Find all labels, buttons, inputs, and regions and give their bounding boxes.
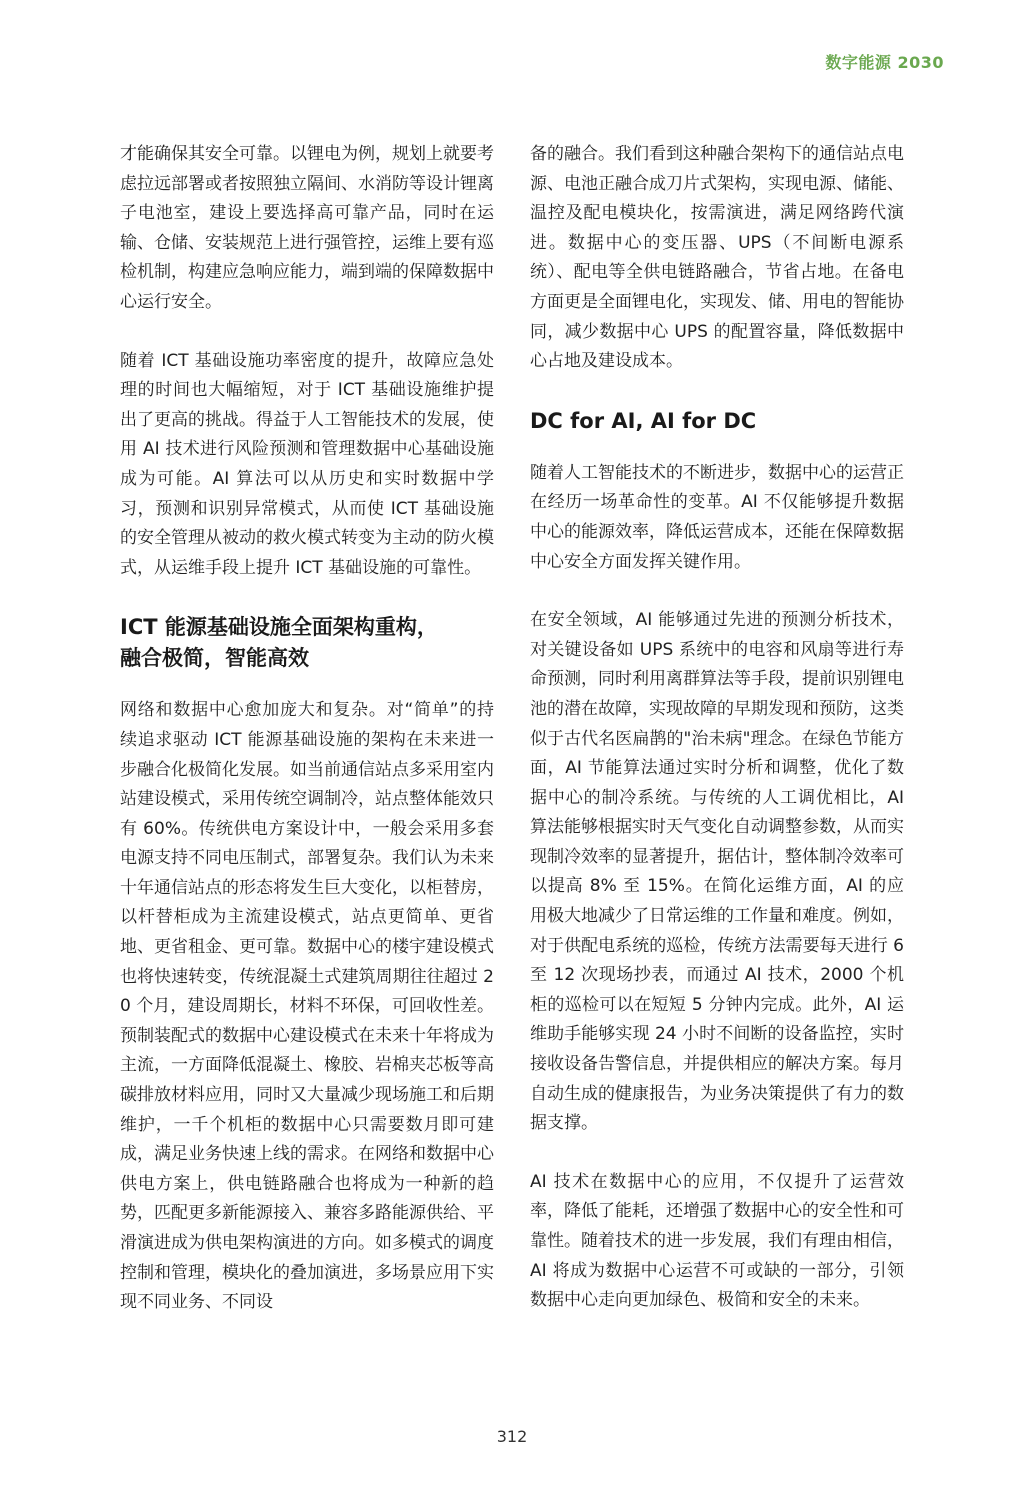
right-column [530,140,904,1316]
page-number: 312 [496,1427,528,1446]
paragraph-ai-conclusion: AI 技术在数据中心的应用，不仅提升了运营效率，降低了能耗，还增强了数据中心的安全性和可靠性。随着技术的进一步发展，我们有理由相信，AI 将成为数据中心运营不可或缺的一部分，引领数据中心走向更加绿色、极简和安全的未来。 [530,1171,904,1311]
left-column [120,140,494,1318]
section-heading-dc-ai: DC for AI, AI for DC [530,408,757,433]
paragraph-ai-risk-prediction: 随着 ICT 基础设施功率密度的提升，故障应急处理的时间也大幅缩短，对于 ICT 基础设施维护提出了更高的挑战。得益于人工智能技术的发展，使用 AI 技术进行风险预测和管理数据中心基础设施成为可能。AI 算法可以从历史和实时数据中学习，预测和识别异常模式，从而使 ICT 基础设施的安全管理从被动的救火模式转变为主动的防火模式，从运维手段上提升 ICT 基础设施的可靠性。 [120,350,494,578]
paragraph-ai-applications: 在安全领域，AI 能够通过先进的预测分析技术，对关键设备如 UPS 系统中的电容和风扇等进行寿命预测，同时利用离群算法等手段，提前识别锂电池的潜在故障，实现故障的早期发现和预防，这类似于古代名医扁鹊的"治未病"理念。在绿色节能方面，AI 节能算法通过实时分析和调整，优化了数据中心的制冷系统。与传统的人工调优相比，AI 算法能够根据实时天气变化自动调整参数，从而实现制冷效率的显著提升，据估计，整体制冷效率可以提高 8% 至 15%。在简化运维方面，AI 的应用极大地减少了日常运维的工作量和难度。例如，对于供配电系统的巡检，传统方法需要每天进行 6 至 12 次现场抄表，而通过 AI 技术，2000 个机柜的巡检可以在短短 5 分钟内完成。此外，AI 运维助手能够实现 24 小时不间断的设备监控，实时接收设备告警信息，并提供相应的解决方案。每月自动生成的健康报告，为业务决策提供了有力的数据支撑。 [530,610,904,1134]
document-header-title: 数字能源 2030 [825,53,944,72]
section-heading-line-2: 融合极简，智能高效 [120,646,309,671]
section-heading-architecture [120,612,494,674]
paragraph-architecture-simplification: 网络和数据中心愈加庞大和复杂。对“简单”的持续追求驱动 ICT 能源基础设施的架构在未来进一步融合化极简化发展。如当前通信站点多采用室内站建设模式，采用传统空调制冷，站点整体能效只有 60%。传统供电方案设计中，一般会采用多套电源支持不同电压制式，部署复杂。我们认为未来十年通信站点的形态将发生巨大变化，以柜替房，以杆替柜成为主流建设模式，站点更简单、更省地、更省租金、更可靠。数据中心的楼宇建设模式也将快速转变，传统混凝土式建筑周期往往超过 20 个月，建设周期长，材料不环保，可回收性差。预制装配式的数据中心建设模式在未来十年将成为主流，一方面降低混凝土、橡胶、岩棉夹芯板等高碳排放材料应用，同时又大量减少现场施工和后期维护，一千个机柜的数据中心只需要数月即可建成，满足业务快速上线的需求。在网络和数据中心供电方案上，供电链路融合也将成为一种新的趋势，匹配更多新能源接入、兼容多路能源供给、平滑演进成为供电架构演进的方向。如多模式的调度控制和管理，模块化的叠加演进，多场景应用下实现不同业务、不同设 [120,700,495,1313]
paragraph-architecture-continued: 备的融合。我们看到这种融合架构下的通信站点电源、电池正融合成刀片式架构，实现电源、储能、温控及配电模块化，按需演进，满足网络跨代演进。数据中心的变压器、UPS（不间断电源系统）、配电等全供电链路融合，节省占地。在备电方面更是全面锂电化，实现发、储、用电的智能协同，减少数据中心 UPS 的配置容量，降低数据中心占地及建设成本。 [530,144,904,372]
section-heading-line-1: ICT 能源基础设施全面架构重构， [120,615,438,640]
paragraph-ai-revolution: 随着人工智能技术的不断进步，数据中心的运营正在经历一场革命性的变革。AI 不仅能够提升数据中心的能源效率，降低运营成本，还能在保障数据中心安全方面发挥关键作用。 [530,462,904,572]
paragraph-safety-lithium: 才能确保其安全可靠。以锂电为例，规划上就要考虑拉远部署或者按照独立隔间、水消防等设计锂离子电池室，建设上要选择高可靠产品，同时在运输、仓储、安装规范上进行强管控，运维上要有巡检机制，构建应急响应能力，端到端的保障数据中心运行安全。 [120,144,494,312]
